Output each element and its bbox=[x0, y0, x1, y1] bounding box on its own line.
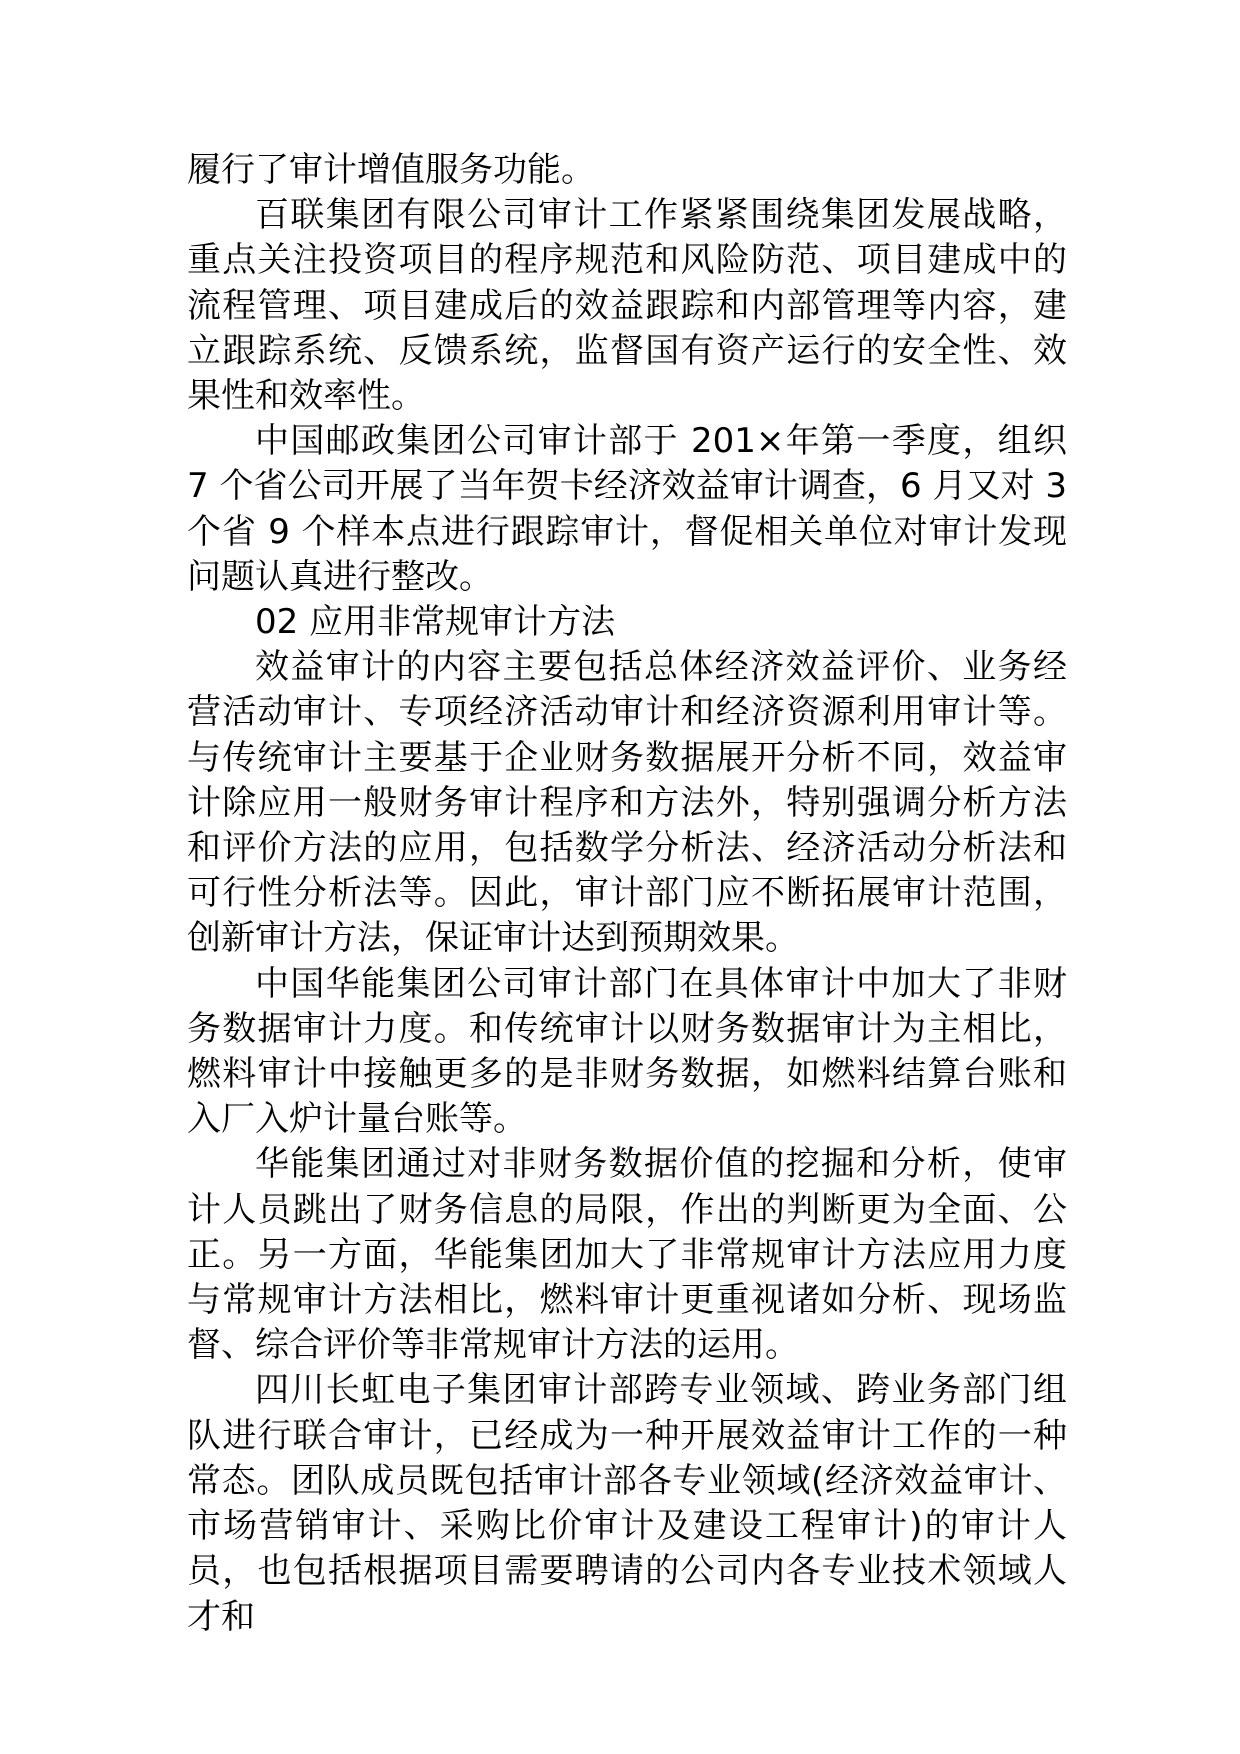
section-heading: 02 应用非常规审计方法 bbox=[255, 602, 616, 643]
body-text bbox=[187, 148, 1067, 1640]
paragraph-benefit-audit: 效益审计的内容主要包括总体经济效益评价、业务经营活动审计、专项经济活动审计和经济资源利用审计等。与传统审计主要基于企业财务数据展开分析不同，效益审计除应用一般财务审计程序和方法外，特别强调分析方法和评价方法的应用，包括数学分析法、经济活动分析法和可行性分析法等。因此，审计部门应不断拓展审计范围，创新审计方法，保证审计达到预期效果。 bbox=[187, 647, 1067, 959]
paragraph-china-post: 中国邮政集团公司审计部于 201×年第一季度，组织 7 个省公司开展了当年贺卡经济效益审计调查，6 月又对 3 个省 9 个样本点进行跟踪审计，督促相关单位对审计发现问题认真进行整改。 bbox=[187, 421, 1067, 597]
paragraph-huaneng-1: 中国华能集团公司审计部门在具体审计中加大了非财务数据审计力度。和传统审计以财务数据审计为主相比，燃料审计中接触更多的是非财务数据，如燃料结算台账和入厂入炉计量台账等。 bbox=[187, 963, 1067, 1140]
paragraph-bailian: 百联集团有限公司审计工作紧紧围绕集团发展战略，重点关注投资项目的程序规范和风险防范、项目建成中的流程管理、项目建成后的效益跟踪和内部管理等内容，建立跟踪系统、反馈系统，监督国有资产运行的安全性、效果性和效率性。 bbox=[187, 195, 1067, 417]
paragraph-huaneng-2: 华能集团通过对非财务数据价值的挖掘和分析，使审计人员跳出了财务信息的局限，作出的判断更为全面、公正。另一方面，华能集团加大了非常规审计方法应用力度与常规审计方法相比，燃料审计更重视诸如分析、现场监督、综合评价等非常规审计方法的运用。 bbox=[187, 1144, 1067, 1366]
paragraph-continuation: 履行了审计增值服务功能。 bbox=[187, 150, 595, 190]
paragraph-changhong: 四川长虹电子集团审计部跨专业领域、跨业务部门组队进行联合审计，已经成为一种开展效益审计工作的一种常态。团队成员既包括审计部各专业领域(经济效益审计、市场营销审计、采购比价审计及建设工程审计)的审计人员，也包括根据项目需要聘请的公司内各专业技术领域人才和 bbox=[187, 1370, 1067, 1637]
